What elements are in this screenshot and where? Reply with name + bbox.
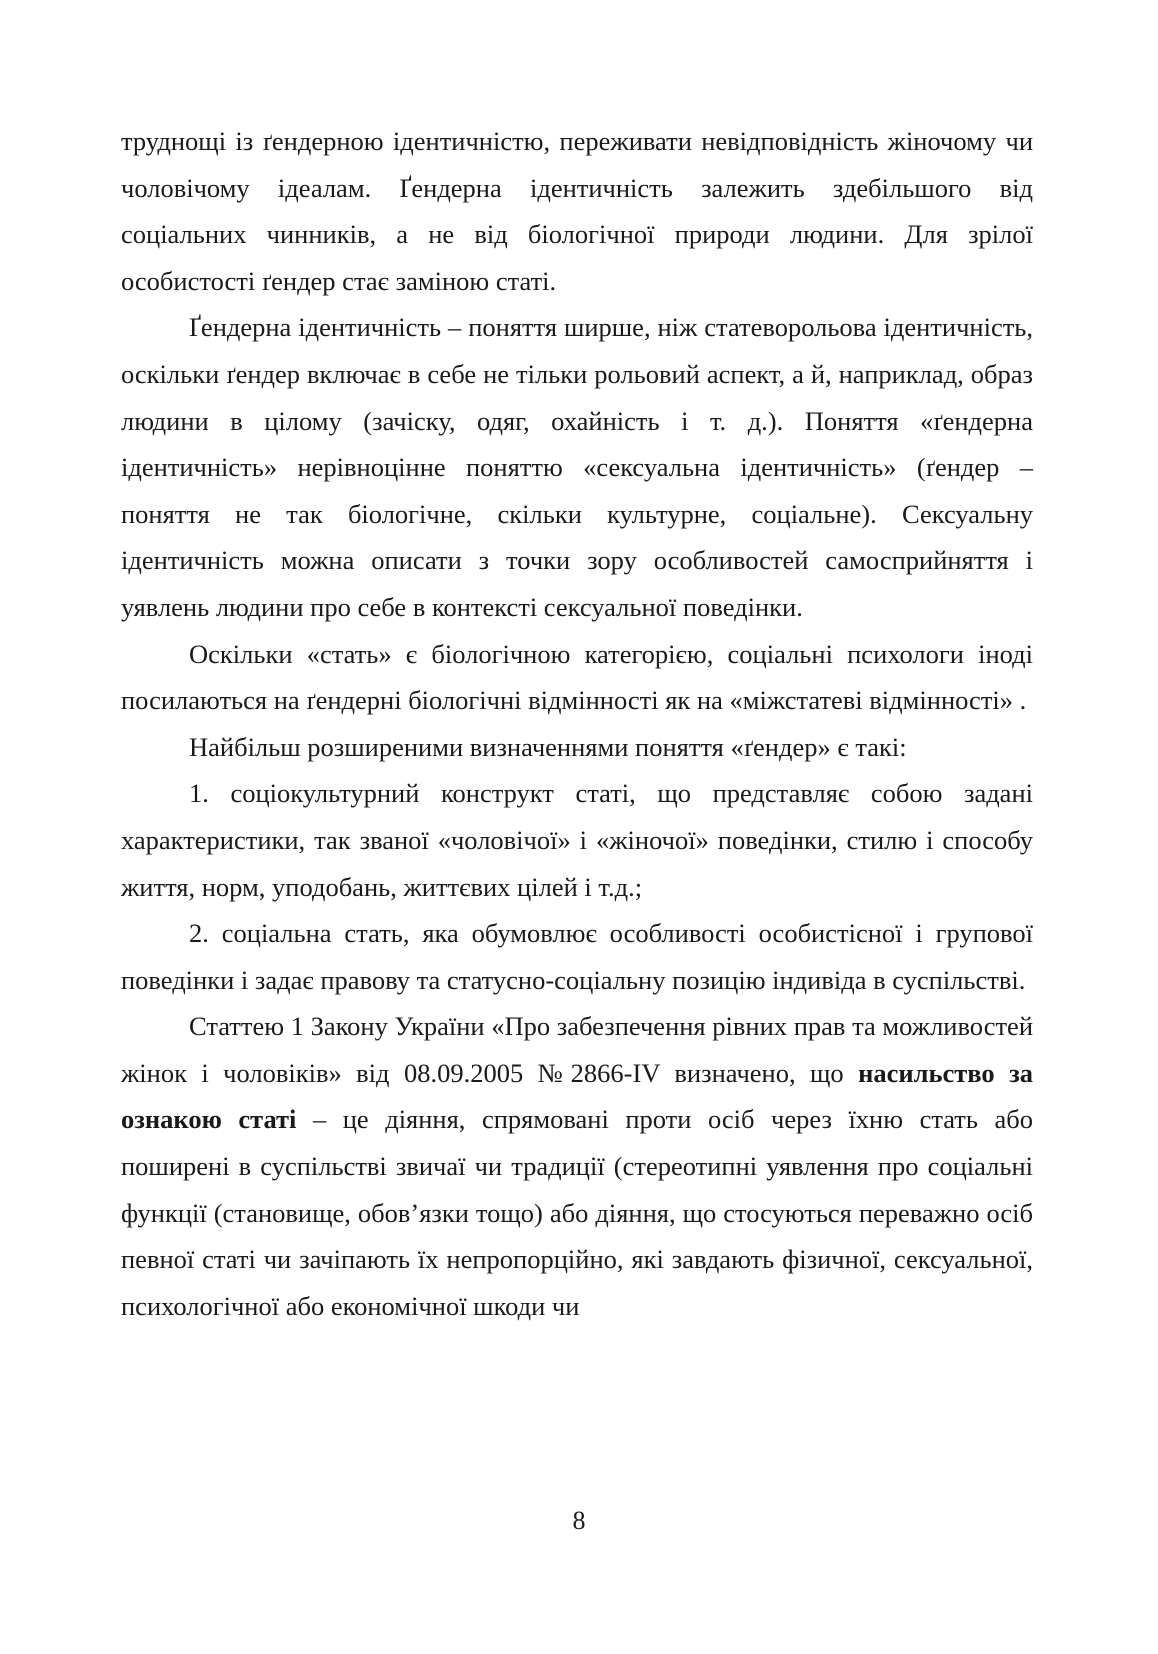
paragraph-law-definition — [121, 1003, 1033, 1329]
paragraph-continuation: труднощі із ґендерною ідентичністю, переживати невідповідність жіночому чи чоловічому ідеалам. Ґендерна ідентичність залежить здебільшого від соціальних чинників, а не від біологічної природи людини. Для зрілої особистості ґендер стає заміною статі. — [121, 126, 1033, 296]
law-definition-text: – це діяння, спрямовані проти осіб через їхню стать або поширені в суспільстві звичаї чи традиції (стереотипні уявлення про соціальні функції (становище, обов’язки тощо) або діяння, що стосуються переважно осіб певної статі чи зачіпають їх непропорційно, які завдають фізичної, сексуальної, психологічної або економічної шкоди чи — [121, 1104, 1033, 1321]
paragraph-gender-identity: Ґендерна ідентичність – поняття ширше, ніж статеворольова ідентичність, оскільки ґендер включає в себе не тільки рольовий аспект, а й, наприклад, образ людини в цілому (зачіску, одяг, охайність і т. д.). Поняття «ґендерна ідентичність» нерівноцінне поняттю «сексуальна ідентичність» (ґендер – поняття не так біологічне, скільки культурне, соціальне). Сексуальну ідентичність можна описати з точки зору особливостей самосприйняття і уявлень людини про себе в контексті сексуальної поведінки. — [121, 312, 1033, 622]
page-number: 8 — [572, 1506, 586, 1535]
law-defined-term: насильство за ознакою статі — [121, 1057, 1033, 1135]
law-intro-text: Статтею 1 Закону України «Про забезпечення рівних прав та можливостей жінок і чоловіків» від 08.09.2005 №2866-IV визначено, що — [121, 1011, 1033, 1088]
paragraph-sex-category: Оскільки «стать» є біологічною категорією, соціальні психологи іноді посилаються на ґендерні біологічні відмінності як на «міжстатеві відмінності» . — [121, 638, 1033, 716]
list-item-definition-2: 2. соціальна стать, яка обумовлює особливості особистісної і групової поведінки і задає правову та статусно-соціальну позицію індивіда в суспільстві. — [121, 918, 1033, 995]
list-item-definition-1: 1. соціокультурний конструкт статі, що представляє собою задані характеристики, так званої «чоловічої» і «жіночої» поведінки, стилю і способу життя, норм, уподобань, життєвих цілей і т.д.; — [121, 778, 1033, 902]
paragraph-definitions-intro: Найбільш розширеними визначеннями поняття «ґендер» є такі: — [189, 731, 907, 762]
body-text — [121, 118, 1033, 1329]
